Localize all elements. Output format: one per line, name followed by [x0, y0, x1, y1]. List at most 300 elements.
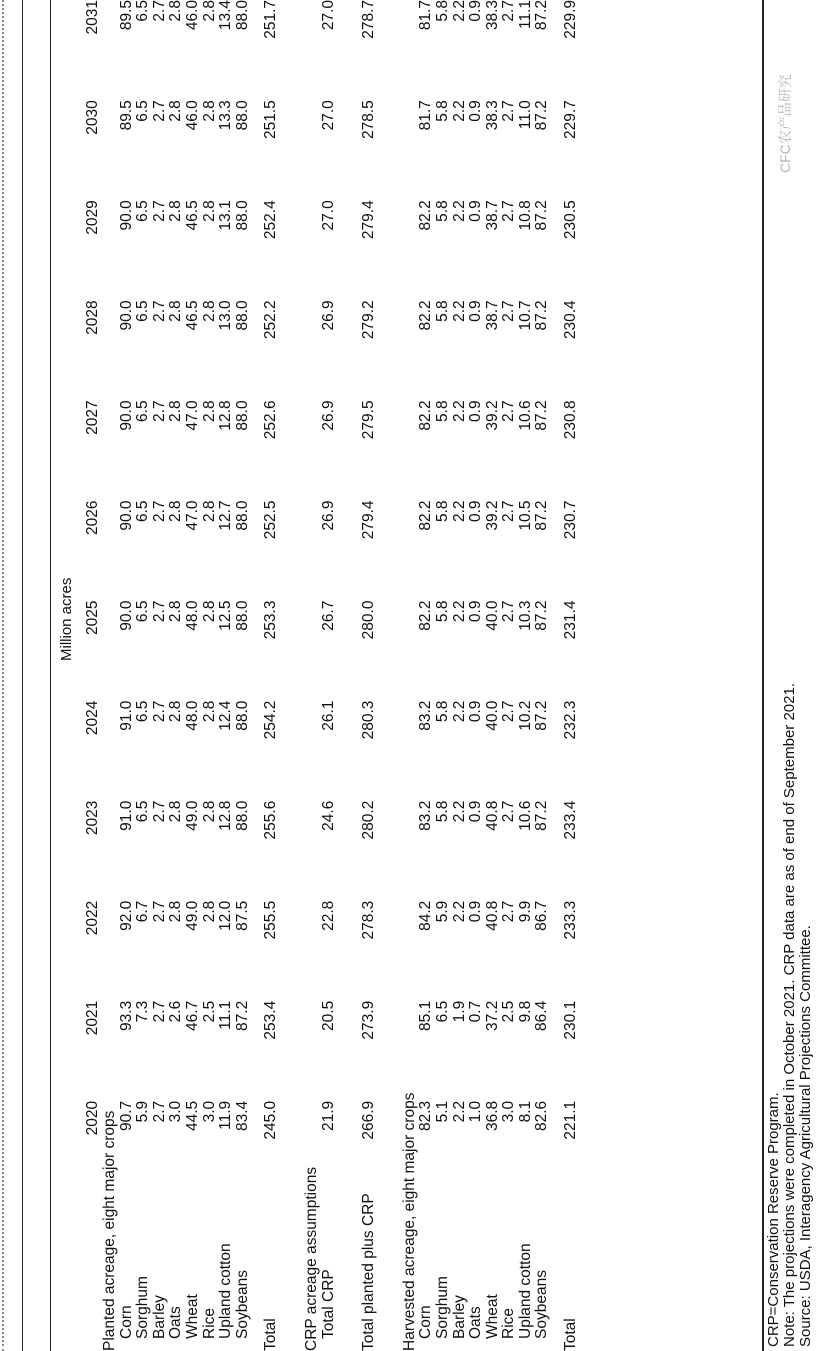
value-cell: 252.2: [262, 300, 280, 340]
value-cell: 91.0: [117, 800, 135, 831]
value-cell: 93.3: [117, 1000, 135, 1031]
value-cell: 2.7: [500, 100, 518, 122]
note-source: Source: USDA, Interagency Agricultural Projections Committee.: [797, 925, 814, 1347]
value-cell: 2.2: [450, 900, 468, 923]
table-row: [435, 0, 452, 1351]
value-cell: 38.7: [483, 200, 501, 231]
value-cell: 253.4: [262, 1000, 280, 1040]
value-cell: 27.0: [319, 100, 337, 131]
table-row: [468, 0, 485, 1351]
value-cell: 82.2: [417, 300, 435, 331]
value-cell: 9.9: [516, 900, 534, 923]
table-row: [501, 0, 518, 1351]
value-cell: 0.9: [467, 300, 485, 322]
row-label: Upland cotton: [516, 1243, 534, 1339]
value-cell: 12.4: [217, 700, 235, 731]
value-cell: 36.8: [483, 1100, 501, 1131]
value-cell: 87.2: [533, 800, 551, 831]
value-cell: 251.7: [262, 0, 280, 39]
value-cell: 87.2: [533, 600, 551, 631]
value-cell: 6.5: [134, 600, 152, 623]
year-header: 2023: [84, 800, 102, 836]
row-label: Sorghum: [433, 1276, 451, 1339]
row-label: Oats: [167, 1306, 185, 1339]
value-cell: 2.8: [167, 300, 185, 322]
value-cell: 2.7: [150, 900, 168, 923]
value-cell: 5.8: [433, 0, 451, 22]
value-cell: 2.7: [500, 500, 518, 523]
value-cell: 38.3: [483, 0, 501, 31]
value-cell: 2.8: [167, 400, 185, 422]
value-cell: 0.9: [467, 400, 485, 422]
value-cell: 3.0: [500, 1100, 518, 1123]
value-cell: 13.4: [217, 0, 235, 31]
value-cell: 13.0: [217, 300, 235, 331]
value-cell: 88.0: [233, 700, 251, 731]
value-cell: 0.9: [467, 900, 485, 923]
value-cell: 2.8: [200, 600, 218, 623]
value-cell: 5.8: [433, 200, 451, 222]
value-cell: 6.5: [134, 100, 152, 122]
value-cell: 13.3: [217, 100, 235, 131]
value-cell: 38.7: [483, 300, 501, 331]
value-cell: 88.0: [233, 400, 251, 431]
value-cell: 46.5: [183, 200, 201, 231]
value-cell: 279.2: [360, 300, 378, 340]
value-cell: 6.5: [134, 500, 152, 523]
value-cell: 2.8: [200, 900, 218, 923]
value-cell: 27.0: [319, 0, 337, 31]
value-cell: 2.7: [500, 400, 518, 422]
table-row: [418, 0, 435, 1351]
header-rule: [50, 0, 51, 1351]
value-cell: 26.9: [319, 500, 337, 531]
value-cell: 2.8: [167, 200, 185, 222]
acreage-table: [80, 0, 580, 1351]
value-cell: 10.8: [516, 200, 534, 231]
table-row: [202, 0, 219, 1351]
value-cell: 27.0: [319, 200, 337, 231]
value-cell: 10.6: [516, 800, 534, 831]
value-cell: 86.4: [533, 1000, 551, 1031]
value-cell: 11.9: [217, 1100, 235, 1130]
bottom-rule: [762, 0, 764, 1351]
value-cell: 83.4: [233, 1100, 251, 1131]
header-blank-cell: [80, 1201, 102, 1351]
value-cell: 5.8: [433, 800, 451, 823]
year-header: 2031: [84, 0, 102, 35]
value-cell: 6.5: [134, 800, 152, 823]
table-body: [102, 0, 580, 1351]
value-cell: 90.0: [117, 200, 135, 231]
value-cell: 2.7: [150, 200, 168, 222]
notes-block: [766, 683, 814, 1347]
value-cell: 82.2: [417, 500, 435, 531]
value-cell: 81.7: [417, 0, 435, 31]
value-cell: 82.2: [417, 600, 435, 631]
value-cell: 40.0: [483, 600, 501, 631]
value-cell: 6.5: [134, 0, 152, 22]
unit-label: Million acres: [58, 577, 75, 661]
row-label: Corn: [417, 1305, 435, 1339]
row-label: Rice: [500, 1307, 518, 1339]
value-cell: 87.2: [533, 400, 551, 431]
total-row: [263, 0, 280, 1351]
value-cell: 255.6: [262, 800, 280, 840]
value-cell: 21.9: [319, 1100, 337, 1131]
value-cell: 252.4: [262, 200, 280, 240]
value-cell: 2.7: [150, 0, 168, 22]
value-cell: 88.0: [233, 200, 251, 231]
row-label: Sorghum: [134, 1276, 152, 1339]
value-cell: 87.2: [533, 100, 551, 131]
value-cell: 5.8: [433, 300, 451, 322]
value-cell: 12.7: [217, 500, 235, 531]
year-header-row: [80, 0, 102, 1351]
value-cell: 0.9: [467, 700, 485, 723]
value-cell: 20.5: [319, 1000, 337, 1031]
value-cell: 12.8: [217, 800, 235, 831]
value-cell: 91.0: [117, 700, 135, 731]
value-cell: 83.2: [417, 700, 435, 731]
watermark: CFC农产品研究: [777, 74, 793, 173]
section-heading: Planted acreage, eight major crops: [101, 1110, 118, 1351]
table-row: [534, 0, 551, 1351]
value-cell: 2.8: [200, 700, 218, 723]
value-cell: 7.3: [134, 1000, 152, 1023]
value-cell: 82.2: [417, 400, 435, 431]
value-cell: 2.2: [450, 0, 468, 22]
value-cell: 2.6: [167, 1000, 185, 1023]
value-cell: 2.8: [200, 400, 218, 422]
value-cell: 5.8: [433, 600, 451, 623]
value-cell: 0.9: [467, 100, 485, 122]
value-cell: 47.0: [183, 500, 201, 531]
row-label: Barley: [150, 1295, 168, 1339]
section-heading-row: [402, 0, 419, 1351]
value-cell: 280.3: [360, 700, 378, 740]
section-heading: Harvested acreage, eight major crops: [400, 1092, 418, 1351]
row-label: Barley: [450, 1295, 468, 1339]
spacer-row: [378, 0, 402, 1351]
value-cell: 2.8: [167, 0, 185, 22]
value-cell: 2.7: [150, 800, 168, 823]
value-cell: 2.8: [167, 100, 185, 122]
table-row: [135, 0, 152, 1351]
value-cell: 2.7: [500, 200, 518, 222]
value-cell: 9.8: [516, 1000, 534, 1023]
section-heading-row: [304, 0, 321, 1351]
year-header: 2024: [84, 700, 102, 736]
value-cell: 88.0: [233, 600, 251, 631]
value-cell: 6.5: [134, 200, 152, 222]
section-heading-row: [102, 0, 119, 1351]
table-row: [218, 0, 235, 1351]
value-cell: 2.7: [150, 400, 168, 422]
value-cell: 22.8: [319, 900, 337, 931]
value-cell: 251.5: [262, 100, 280, 139]
value-cell: 2.8: [167, 600, 185, 623]
value-cell: 6.7: [134, 900, 152, 923]
value-cell: 279.4: [360, 500, 378, 540]
value-cell: 5.9: [134, 1100, 152, 1123]
row-label: Soybeans: [533, 1270, 551, 1339]
value-cell: 254.2: [262, 700, 280, 740]
row-label: Wheat: [483, 1294, 501, 1339]
value-cell: 82.3: [417, 1100, 435, 1131]
value-cell: 5.8: [433, 100, 451, 122]
value-cell: 89.5: [117, 100, 135, 131]
value-cell: 39.2: [483, 400, 501, 431]
value-cell: 2.7: [150, 1100, 168, 1123]
value-cell: 90.0: [117, 300, 135, 331]
year-header: 2025: [84, 600, 102, 635]
value-cell: 89.5: [117, 0, 135, 31]
value-cell: 8.1: [516, 1100, 534, 1123]
value-cell: 11.1: [516, 0, 534, 30]
year-header: 2020: [84, 1100, 102, 1136]
value-cell: 2.7: [150, 700, 168, 723]
year-header: 2026: [84, 500, 102, 535]
value-cell: 5.9: [433, 900, 451, 923]
year-header: 2021: [84, 1000, 102, 1036]
value-cell: 38.3: [483, 100, 501, 131]
row-label: Total CRP: [319, 1269, 337, 1339]
value-cell: 37.2: [483, 1000, 501, 1031]
value-cell: 90.0: [117, 500, 135, 531]
value-cell: 12.8: [217, 400, 235, 431]
value-cell: 2.7: [500, 900, 518, 923]
note-crp-definition: CRP=Conservation Reserve Program.: [765, 1092, 782, 1347]
value-cell: 48.0: [183, 600, 201, 631]
value-cell: 2.2: [450, 1100, 468, 1123]
year-header: 2027: [84, 400, 102, 435]
value-cell: 2.7: [500, 300, 518, 322]
value-cell: 2.2: [450, 300, 468, 322]
value-cell: 266.9: [360, 1100, 378, 1140]
table-row: [119, 0, 136, 1351]
value-cell: 10.3: [516, 600, 534, 631]
value-cell: 12.0: [217, 900, 235, 931]
value-cell: 92.0: [117, 900, 135, 931]
row-label: Corn: [117, 1305, 135, 1339]
value-cell: 87.2: [533, 0, 551, 31]
value-cell: 5.8: [433, 500, 451, 523]
value-cell: 253.3: [262, 600, 280, 640]
value-cell: 11.1: [217, 1000, 235, 1030]
value-cell: 221.1: [562, 1100, 580, 1140]
value-cell: 26.1: [319, 700, 337, 731]
value-cell: 252.5: [262, 500, 280, 540]
value-cell: 40.8: [483, 800, 501, 831]
value-cell: 232.3: [562, 700, 580, 740]
value-cell: 6.5: [134, 300, 152, 322]
value-cell: 90.0: [117, 600, 135, 631]
value-cell: 88.0: [233, 300, 251, 331]
row-label: Total: [262, 1318, 280, 1351]
value-cell: 245.0: [262, 1100, 280, 1140]
value-cell: 2.7: [150, 300, 168, 322]
value-cell: 2.8: [167, 900, 185, 923]
value-cell: 47.0: [183, 400, 201, 431]
value-cell: 2.7: [150, 500, 168, 523]
year-header: 2028: [84, 300, 102, 335]
value-cell: 229.7: [562, 100, 580, 139]
table-row: [485, 0, 502, 1351]
value-cell: 87.5: [233, 900, 251, 931]
value-cell: 2.2: [450, 600, 468, 623]
value-cell: 85.1: [417, 1000, 435, 1031]
value-cell: 2.2: [450, 700, 468, 723]
value-cell: 5.1: [433, 1100, 451, 1123]
year-header: 2022: [84, 900, 102, 936]
value-cell: 82.2: [417, 200, 435, 231]
value-cell: 278.5: [360, 100, 378, 139]
value-cell: 255.5: [262, 900, 280, 940]
value-cell: 3.0: [200, 1100, 218, 1123]
value-cell: 3.0: [167, 1100, 185, 1123]
value-cell: 26.9: [319, 400, 337, 431]
value-cell: 87.2: [533, 200, 551, 231]
row-label: Total: [562, 1318, 580, 1351]
value-cell: 86.7: [533, 900, 551, 931]
value-cell: 88.0: [233, 100, 251, 131]
value-cell: 230.5: [562, 200, 580, 240]
value-cell: 2.7: [150, 100, 168, 122]
value-cell: 26.9: [319, 300, 337, 331]
value-cell: 11.0: [516, 100, 534, 130]
value-cell: 84.2: [417, 900, 435, 931]
value-cell: 82.6: [533, 1100, 551, 1131]
value-cell: 90.0: [117, 400, 135, 431]
value-cell: 1.9: [450, 1000, 468, 1023]
value-cell: 273.9: [360, 1000, 378, 1040]
table-row: [321, 0, 338, 1351]
value-cell: 24.6: [319, 800, 337, 831]
year-header: 2030: [84, 100, 102, 135]
value-cell: 2.8: [200, 0, 218, 22]
value-cell: 0.9: [467, 200, 485, 222]
top-dotted-border: [2, 0, 18, 1351]
value-cell: 90.7: [117, 1100, 135, 1131]
value-cell: 2.2: [450, 200, 468, 222]
value-cell: 83.2: [417, 800, 435, 831]
value-cell: 12.5: [217, 600, 235, 631]
value-cell: 49.0: [183, 900, 201, 931]
value-cell: 6.5: [433, 1000, 451, 1023]
spacer-row: [280, 0, 304, 1351]
value-cell: 2.8: [167, 700, 185, 723]
value-cell: 0.9: [467, 0, 485, 22]
year-header: 2029: [84, 200, 102, 235]
value-cell: 88.0: [233, 0, 251, 31]
value-cell: 49.0: [183, 800, 201, 831]
spacer-row: [337, 0, 361, 1351]
table-row: [185, 0, 202, 1351]
table-row: [152, 0, 169, 1351]
value-cell: 10.6: [516, 400, 534, 431]
value-cell: 10.2: [516, 700, 534, 731]
value-cell: 2.8: [167, 800, 185, 823]
value-cell: 2.8: [200, 800, 218, 823]
row-label: Oats: [467, 1306, 485, 1339]
table-row: [235, 0, 252, 1351]
value-cell: 230.1: [562, 1000, 580, 1040]
value-cell: 0.9: [467, 600, 485, 623]
value-cell: 2.5: [500, 1000, 518, 1023]
value-cell: 2.7: [150, 1000, 168, 1023]
value-cell: 2.8: [200, 500, 218, 523]
value-cell: 252.6: [262, 400, 280, 440]
value-cell: 229.9: [562, 0, 580, 39]
value-cell: 280.2: [360, 800, 378, 840]
table-row: [168, 0, 185, 1351]
top-rule: [22, 0, 23, 1351]
value-cell: 39.2: [483, 500, 501, 531]
value-cell: 5.8: [433, 400, 451, 422]
value-cell: 278.3: [360, 900, 378, 940]
value-cell: 280.0: [360, 600, 378, 640]
value-cell: 46.5: [183, 300, 201, 331]
value-cell: 2.7: [500, 700, 518, 723]
value-cell: 2.2: [450, 400, 468, 422]
value-cell: 46.7: [183, 1000, 201, 1031]
value-cell: 87.2: [533, 700, 551, 731]
note-projection-date: Note: The projections were completed in October 2021. CRP data are as of end of September 2021.: [781, 682, 798, 1347]
value-cell: 2.8: [200, 200, 218, 222]
value-cell: 13.1: [217, 200, 235, 231]
value-cell: 88.0: [233, 500, 251, 531]
row-label: Upland cotton: [217, 1243, 235, 1339]
value-cell: 2.2: [450, 100, 468, 122]
value-cell: 233.3: [562, 900, 580, 940]
value-cell: 2.7: [500, 0, 518, 22]
value-cell: 5.8: [433, 700, 451, 723]
value-cell: 40.0: [483, 700, 501, 731]
value-cell: 2.5: [200, 1000, 218, 1023]
value-cell: 1.0: [467, 1100, 485, 1123]
value-cell: 2.2: [450, 800, 468, 823]
value-cell: 2.8: [200, 300, 218, 322]
value-cell: 88.0: [233, 800, 251, 831]
value-cell: 2.7: [150, 600, 168, 623]
value-cell: 2.2: [450, 500, 468, 523]
row-label: Rice: [200, 1307, 218, 1339]
value-cell: 48.0: [183, 700, 201, 731]
value-cell: 230.7: [562, 500, 580, 540]
table-row: [518, 0, 535, 1351]
value-cell: 278.7: [360, 0, 378, 39]
table-row: [452, 0, 469, 1351]
value-cell: 46.0: [183, 100, 201, 131]
value-cell: 0.9: [467, 500, 485, 523]
row-label: Total planted plus CRP: [360, 1193, 378, 1351]
value-cell: 6.5: [134, 700, 152, 723]
value-cell: 233.4: [562, 800, 580, 840]
value-cell: 2.7: [500, 600, 518, 623]
value-cell: 231.4: [562, 600, 580, 640]
value-cell: 10.7: [516, 300, 534, 331]
value-cell: 10.5: [516, 500, 534, 531]
value-cell: 46.0: [183, 0, 201, 31]
value-cell: 87.2: [233, 1000, 251, 1031]
value-cell: 40.8: [483, 900, 501, 931]
value-cell: 2.8: [167, 500, 185, 523]
value-cell: 2.7: [500, 800, 518, 823]
row-label: Wheat: [183, 1294, 201, 1339]
value-cell: 87.2: [533, 500, 551, 531]
value-cell: 26.7: [319, 600, 337, 631]
